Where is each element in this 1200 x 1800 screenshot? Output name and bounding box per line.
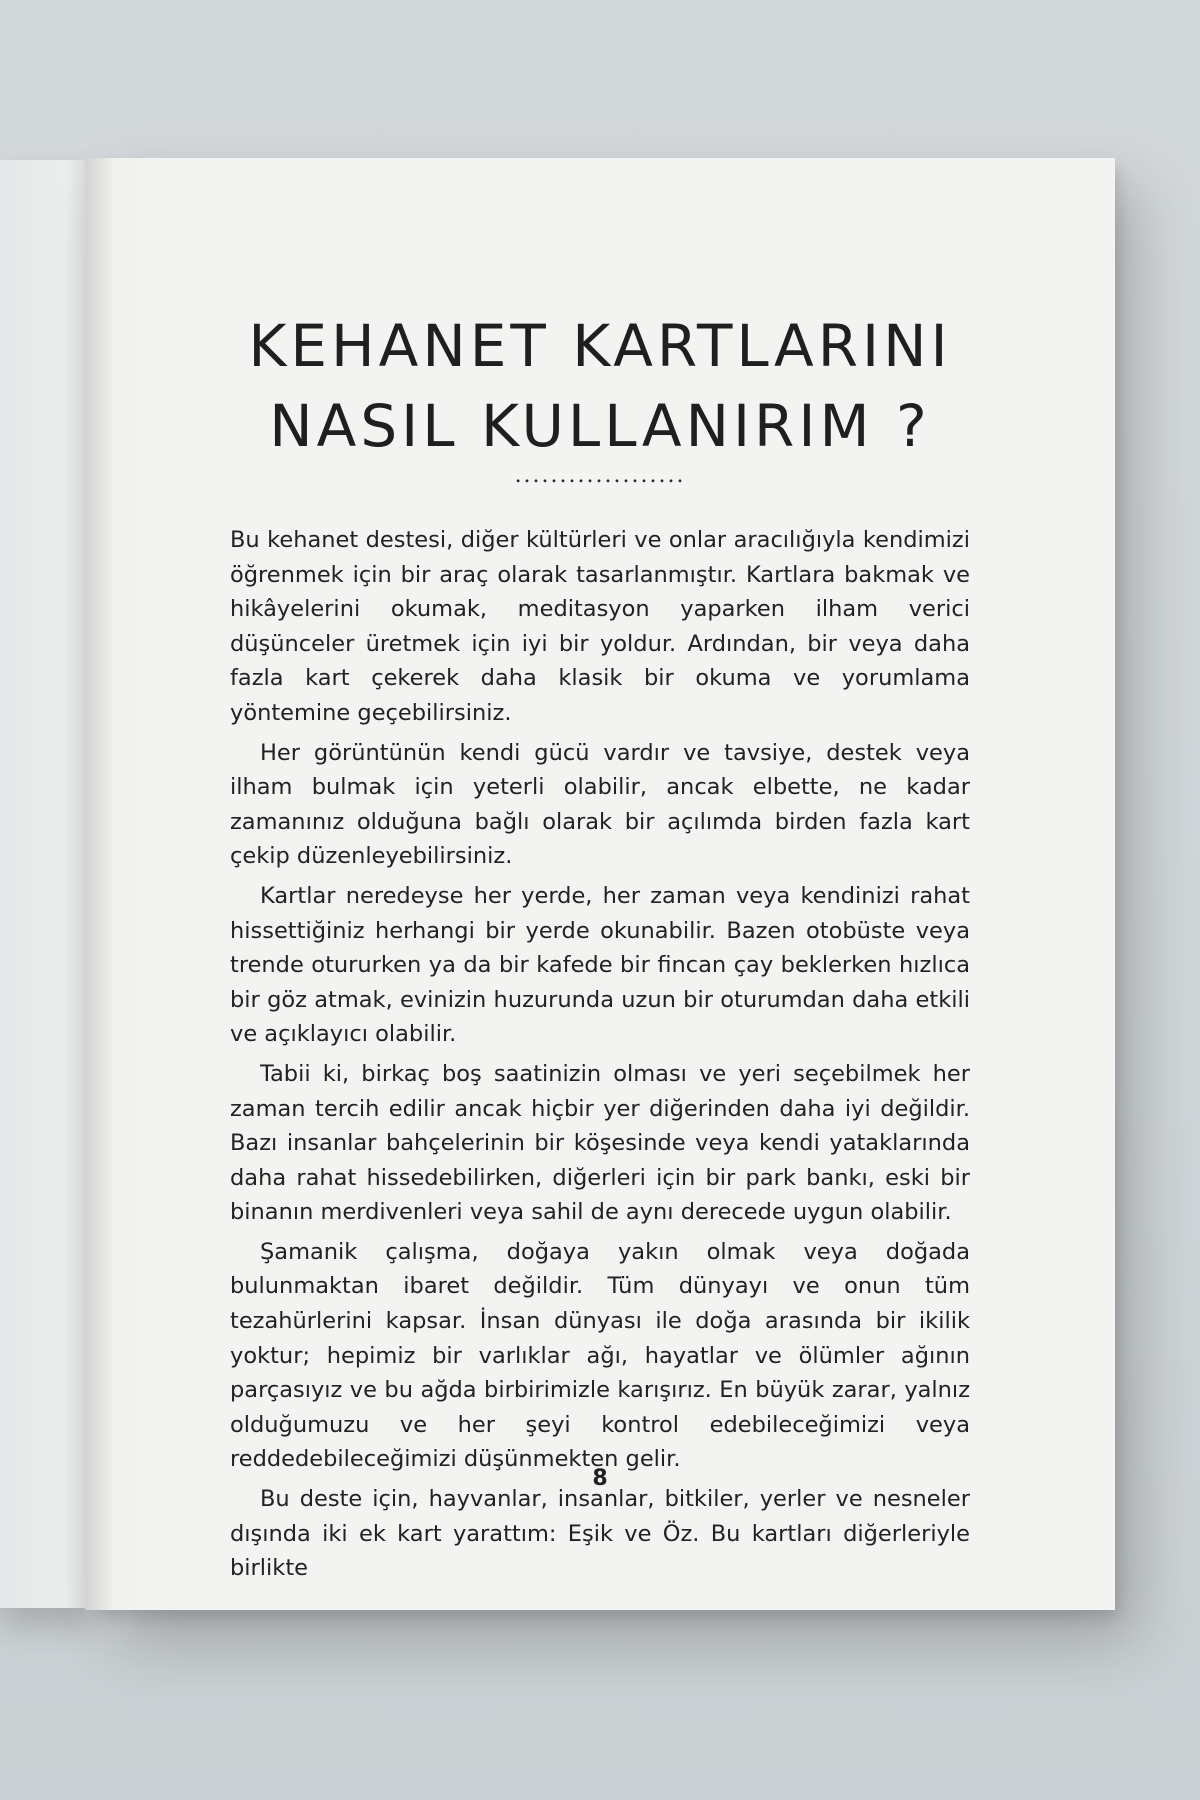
title-divider: ................... — [514, 463, 686, 488]
title-line-1: KEHANET KARTLARINI — [248, 312, 952, 380]
page-number: 8 — [592, 1466, 608, 1491]
left-page-edge — [0, 160, 95, 1608]
page-title — [85, 306, 1115, 466]
paragraph-4: Tabii ki, birkaç boş saatinizin olması ve yeri seçebilmek her zaman tercih edilir ancak hiçbir yer diğerinden daha iyi değildir. Bazı insanlar bahçelerinin bir köşesinde veya kendi yataklarında daha rahat hissedebilirken, diğerleri için bir park bankı, eski bir binanın merdivenleri veya sahil de aynı derecede uygun olabilir. — [230, 1060, 970, 1226]
paragraph-3: Kartlar neredeyse her yerde, her zaman veya kendinizi rahat hissettiğiniz herhangi bir yerde okunabilir. Bazen otobüste veya trende otururken ya da bir kafede bir fincan çay beklerken hızlıca bir göz atmak, evinizin huzurunda uzun bir oturumdan daha etkili ve açıklayıcı olabilir. — [230, 882, 970, 1048]
title-line-2: NASIL KULLANIRIM ? — [269, 392, 931, 460]
paragraph-5: Şamanik çalışma, doğaya yakın olmak veya doğada bulunmaktan ibaret değildir. Tüm dünyayı ve onun tüm tezahürlerini kapsar. İnsan dünyası ile doğa arasında bir ikilik yoktur; hepimiz bir varlıklar ağı, hayatlar ve ölümler ağının parçasıyız ve bu ağda birbirimizle karışırız. En büyük zarar, yalnız olduğumuzu ve her şeyi kontrol edebileceğimizi veya reddedebileceğimizi düşünmekten gelir. — [230, 1238, 970, 1473]
paragraph-6: Bu deste için, hayvanlar, insanlar, bitkiler, yerler ve nesneler dışında iki ek kart yarattım: Eşik ve Öz. Bu kartları diğerleriyle birlikte — [230, 1486, 970, 1582]
book-page — [85, 158, 1115, 1610]
body-text — [230, 523, 970, 1591]
paragraph-1: Bu kehanet destesi, diğer kültürleri ve onlar aracılığıyla kendimizi öğrenmek için bir araç olarak tasarlanmıştır. Kartlara bakmak ve hikâyelerini okumak, meditasyon yaparken ilham verici düşünceler üretmek için iyi bir yoldur. Ardından, bir veya daha fazla kart çekerek daha klasik bir okuma ve yorumlama yöntemine geçebilirsiniz. — [230, 527, 970, 726]
paragraph-2: Her görüntünün kendi gücü vardır ve tavsiye, destek veya ilham bulmak için yeterli olabilir, ancak elbette, ne kadar zamanınız olduğuna bağlı olarak bir açılımda birden fazla kart çekip düzenleyebilirsiniz. — [230, 739, 970, 870]
